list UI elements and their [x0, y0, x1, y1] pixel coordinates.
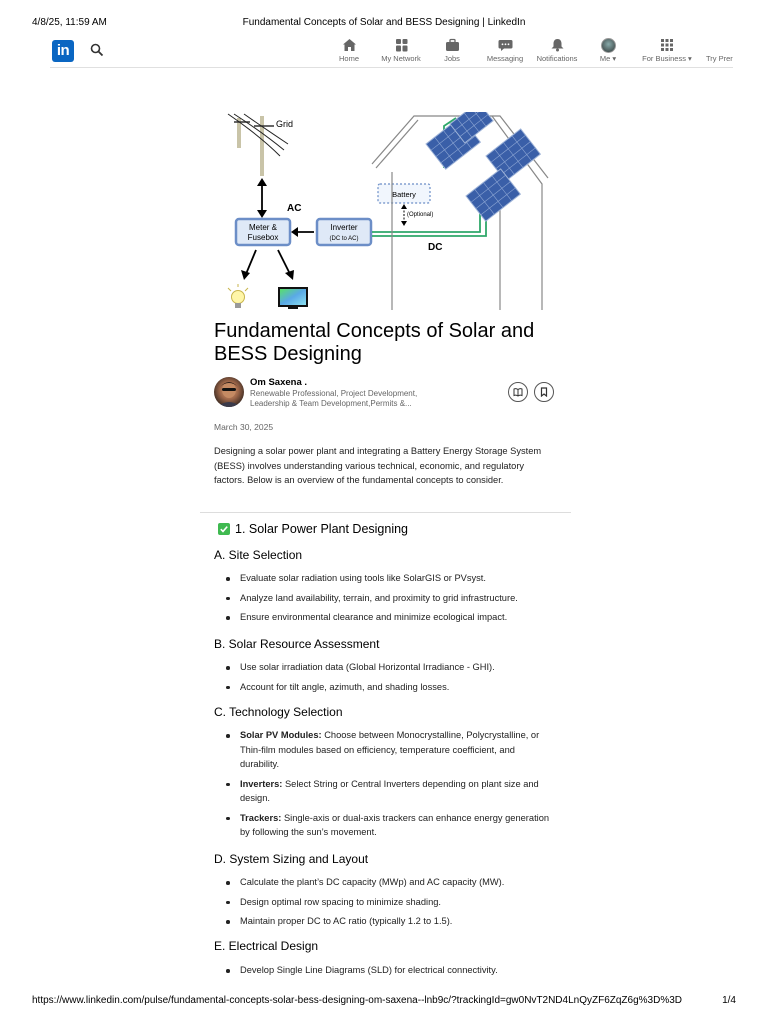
subheading-system-sizing: D. System Sizing and Layout: [214, 852, 369, 866]
subheading-site-selection: A. Site Selection: [214, 548, 303, 562]
subheading-electrical-design: E. Electrical Design: [214, 939, 319, 953]
print-page-number: 1/4: [722, 995, 736, 1006]
list-item: Evaluate solar radiation using tools like SolarGIS or PVsyst.: [226, 571, 556, 586]
section-heading: [218, 522, 408, 536]
nav-home[interactable]: [336, 38, 362, 66]
article-intro: Designing a solar power plant and integrating a Battery Energy Storage System (BESS) involves understanding various technical, economic, and regulatory factors. Below is an overview of the fundamental concepts to consider.: [214, 446, 542, 485]
network-icon: [394, 38, 409, 52]
bookmark-icon: [539, 387, 549, 397]
nav-notifications[interactable]: [534, 38, 580, 66]
nav-messaging-label: Messaging: [486, 54, 524, 63]
list-item: Solar PV Modules: Choose between Monocrystalline, Polycrystalline, or Thin-film modules based on efficiency, temperature coefficient, and durability.: [226, 728, 556, 772]
meter-label-1: Meter &: [248, 223, 278, 232]
inverter-label-2: (DC to AC): [329, 236, 359, 242]
print-title: Fundamental Concepts of Solar and BESS Designing | LinkedIn: [242, 17, 526, 28]
bullet-list: [226, 728, 556, 845]
author-block: [214, 376, 564, 410]
hero-image: [200, 112, 568, 310]
optional-label: (Optional): [407, 212, 434, 218]
bullet-list: [226, 571, 556, 630]
home-icon: [342, 38, 357, 52]
television-icon: [278, 287, 308, 309]
divider: [200, 512, 571, 513]
list-item: Trackers: Single-axis or dual-axis trackers can enhance energy generation by following the sun’s movement.: [226, 811, 556, 840]
nav-jobs-label: Jobs: [444, 54, 460, 63]
avatar: [601, 38, 616, 53]
chevron-down-icon: ▾: [612, 54, 617, 63]
list-item: Inverters: Select String or Central Inverters depending on plant size and design.: [226, 777, 556, 806]
author-avatar[interactable]: [214, 377, 244, 407]
book-icon: [513, 387, 523, 397]
linkedin-logo[interactable]: in: [52, 40, 74, 62]
nav-for-business-label: For Business: [642, 54, 686, 63]
subheading-technology-selection: C. Technology Selection: [214, 705, 343, 719]
article-title: Fundamental Concepts of Solar and BESS Designing: [214, 320, 535, 365]
author-headline: [250, 389, 450, 409]
publish-date: March 30, 2025: [214, 422, 274, 432]
nav-try-premium-label: Try Prer: [706, 54, 733, 63]
message-icon: [498, 38, 513, 52]
print-footer: [32, 995, 736, 1009]
meter-label-2: Fusebox: [247, 233, 279, 242]
check-mark-icon: [218, 523, 230, 535]
nav-for-business[interactable]: [640, 38, 694, 66]
author-headline-line-2: Leadership & Team Development,Permits &...: [250, 399, 412, 408]
nav-notifications-label: Notifications: [536, 54, 578, 63]
print-datetime: 4/8/25, 11:59 AM: [32, 17, 107, 28]
list-item: Design optimal row spacing to minimize shading.: [226, 895, 556, 910]
ac-label: AC: [287, 203, 302, 214]
dc-label: DC: [428, 242, 443, 253]
grid-label: Grid: [276, 119, 294, 129]
nav-messaging[interactable]: [485, 38, 525, 66]
list-item: Account for tilt angle, azimuth, and shading losses.: [226, 680, 556, 695]
print-url: https://www.linkedin.com/pulse/fundamental-concepts-solar-bess-designing-om-saxena--lnb9c/?trackingId=gw0NvT2ND4LnQyZF6ZqZ6g%3D%3D: [32, 995, 683, 1006]
nav-me-label: Me: [599, 54, 611, 63]
nav-jobs[interactable]: [441, 38, 463, 66]
list-item: Maintain proper DC to AC ratio (typically 1.2 to 1.5).: [226, 914, 556, 929]
list-item: Analyze land availability, terrain, and proximity to grid infrastructure.: [226, 591, 556, 606]
subscribe-newsletter-button[interactable]: [508, 382, 528, 402]
briefcase-icon: [445, 38, 460, 52]
author-name[interactable]: Om Saxena .: [250, 377, 308, 388]
search-icon[interactable]: [90, 43, 104, 57]
chevron-down-icon: ▾: [688, 54, 692, 63]
bell-icon: [550, 38, 565, 52]
nav-my-network[interactable]: [376, 38, 426, 66]
print-header: [32, 17, 736, 31]
section-heading-text: 1. Solar Power Plant Designing: [235, 522, 409, 536]
list-item: Calculate the plant’s DC capacity (MWp) and AC capacity (MW).: [226, 875, 556, 890]
inverter-label-1: Inverter: [330, 223, 358, 232]
save-article-button[interactable]: [534, 382, 554, 402]
nav-me[interactable]: [594, 38, 622, 66]
grid-icon: [660, 38, 674, 52]
bullet-list: [226, 875, 556, 934]
nav-home-label: Home: [338, 54, 359, 63]
subheading-solar-resource: B. Solar Resource Assessment: [214, 637, 380, 651]
list-item: Use solar irradiation data (Global Horizontal Irradiance - GHI).: [226, 660, 556, 675]
author-headline-line-1: Renewable Professional, Project Development,: [250, 389, 418, 398]
list-item: Develop Single Line Diagrams (SLD) for electrical connectivity.: [226, 963, 556, 978]
list-item: Ensure environmental clearance and minimize ecological impact.: [226, 610, 556, 625]
nav-try-premium[interactable]: [706, 38, 733, 66]
bullet-list: [226, 963, 556, 983]
nav-my-network-label: My Network: [381, 54, 421, 63]
top-nav: [50, 36, 733, 68]
battery-label: Battery: [392, 190, 416, 199]
bullet-list: [226, 660, 556, 699]
